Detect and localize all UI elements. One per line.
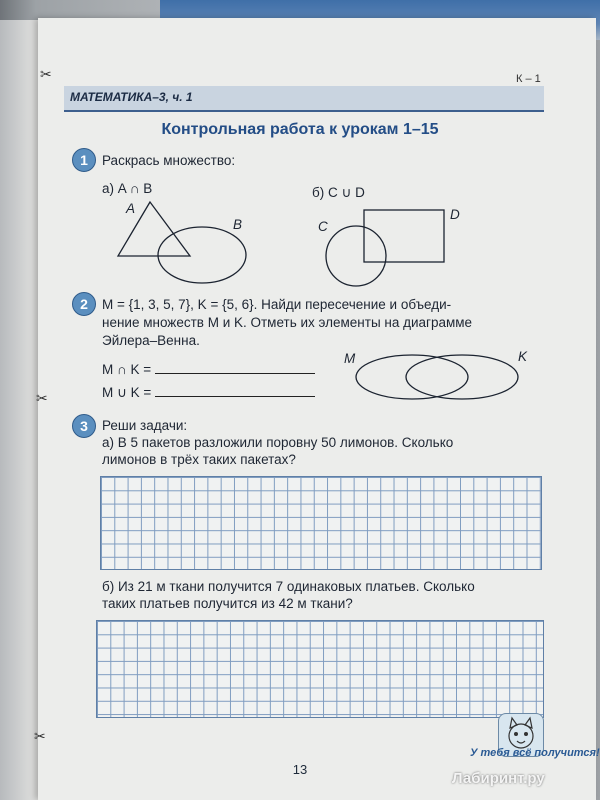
task-3a-line-1: а) В 5 пакетов разложили поровну 50 лимонов. Сколько [102, 435, 454, 450]
work-code: К – 1 [516, 73, 541, 85]
answer-grid-b[interactable] [96, 620, 544, 718]
circle-c [326, 226, 386, 286]
intersection-label: M ∩ K = [102, 362, 152, 377]
task-3a-line-2: лимонов в трёх таких пакетах? [102, 452, 296, 467]
label-k: K [518, 349, 528, 364]
task-1b-label: б) C ∪ D [312, 185, 365, 200]
motto-text: У тебя всё получится! [470, 747, 600, 759]
label-c: C [318, 219, 328, 234]
intersection-answer-row [102, 360, 315, 378]
task-2-line-3: Эйлера–Венна. [102, 333, 200, 348]
label-a: A [126, 201, 136, 216]
diagram-c-union-d [318, 200, 458, 292]
scissors-icon: ✂ [36, 390, 48, 406]
union-answer-line[interactable] [155, 383, 315, 397]
euler-venn-diagram [350, 345, 530, 405]
label-d: D [450, 207, 460, 222]
rectangle-d [364, 210, 444, 262]
book-title: МАТЕМАТИКА–3, ч. 1 [70, 90, 193, 104]
task-1a-label: а) A ∩ B [102, 181, 153, 196]
scissors-icon: ✂ [34, 728, 46, 744]
scissors-icon: ✂ [40, 66, 52, 82]
union-label: M ∪ K = [102, 385, 152, 400]
oval-m [356, 355, 468, 399]
oval-k [406, 355, 518, 399]
oval-b [158, 227, 246, 283]
task-1-text: Раскрась множество: [102, 153, 236, 168]
task-2-line-1: M = {1, 3, 5, 7}, K = {5, 6}. Найди пересечение и объеди- [102, 297, 452, 312]
page-title: Контрольная работа к урокам 1–15 [161, 121, 439, 138]
task-number-1: 1 [72, 148, 96, 172]
task-3-text: Реши задачи: [102, 418, 188, 433]
task-number-3: 3 [72, 414, 96, 438]
task-3b-line-1: б) Из 21 м ткани получится 7 одинаковых платьев. Сколько [102, 579, 475, 594]
label-b: B [233, 217, 243, 232]
answer-grid-a[interactable] [100, 476, 542, 570]
union-answer-row [102, 383, 315, 401]
intersection-answer-line[interactable] [155, 360, 315, 374]
page-number: 13 [292, 762, 308, 777]
watermark: Лабиринт.ру [452, 770, 545, 787]
task-3b-line-2: таких платьев получится из 42 м ткани? [102, 596, 353, 611]
task-number-2: 2 [72, 292, 96, 316]
label-m: M [344, 351, 356, 366]
task-2-line-2: нение множеств M и K. Отметь их элементы на диаграмме [102, 315, 473, 330]
